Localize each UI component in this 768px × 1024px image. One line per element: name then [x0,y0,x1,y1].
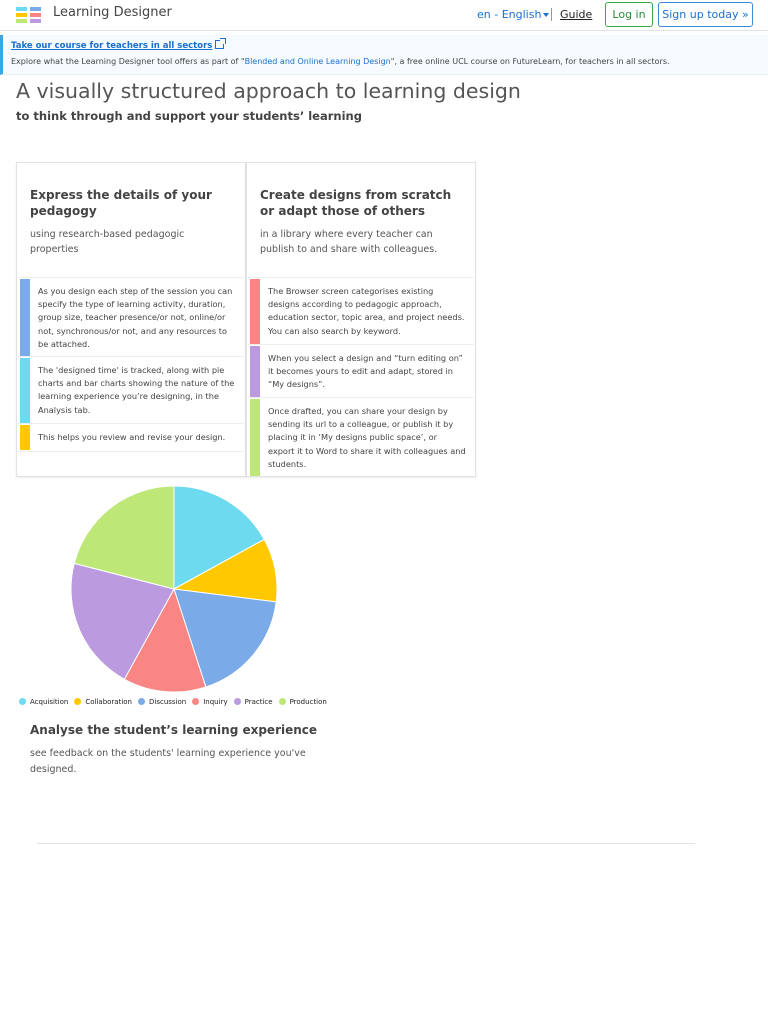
card-subtitle: using research-based pedagogic properties [30,229,185,255]
pie-chart-legend [19,698,333,710]
legend-swatch [192,698,199,705]
card-item-text: When you select a design and “turn editing on” it becomes yours to edit and adapt, stored in “My designs”. [268,353,463,390]
card-list-item [248,397,474,477]
top-navigation-bar [0,0,768,31]
card-item-text: This helps you review and revise your design. [38,432,226,442]
color-marker [20,279,30,356]
legend-swatch [74,698,81,705]
feature-card-library [246,162,476,477]
feature-card-pedagogy [16,162,246,477]
legend-label: Collaboration [85,698,132,706]
card-list-item [248,344,474,398]
banner-text-after: ", a free online UCL course on FutureLearn, for teachers in all sectors. [390,57,670,66]
legend-item-inquiry[interactable] [192,698,227,706]
legend-item-acquisition[interactable] [19,698,68,706]
language-label: en - English [477,8,542,21]
course-banner-link[interactable] [11,40,224,51]
card-subtitle: in a library where every teacher can publish to and share with colleagues. [260,229,438,255]
color-marker [20,425,30,450]
external-link-icon [215,40,224,49]
color-marker [250,346,260,397]
legend-swatch [138,698,145,705]
course-banner-text [11,57,670,66]
card-list-item [18,356,244,424]
analysis-title: Analyse the student’s learning experience [30,723,318,737]
legend-label: Practice [244,698,273,706]
legend-swatch [234,698,241,705]
caret-down-icon [543,13,549,17]
card-item-text: The 'designed time' is tracked, along with pie charts and bar charts showing the nature of the learning experience you’re designing, in the Analysis tab. [38,365,235,415]
legend-item-collaboration[interactable] [74,698,132,706]
nav-divider [551,8,552,21]
legend-label: Production [289,698,327,706]
learning-designer-logo-icon[interactable] [16,7,42,23]
legend-swatch [279,698,286,705]
banner-text-before: Explore what the Learning Designer tool offers as part of " [11,57,245,66]
legend-swatch [19,698,26,705]
color-marker [250,279,260,344]
learning-type-pie-chart [62,484,286,696]
language-selector[interactable] [477,8,549,21]
legend-label: Acquisition [30,698,69,706]
card-list-item [18,277,244,357]
legend-label: Discussion [149,698,187,706]
legend-label: Inquiry [203,698,228,706]
legend-item-practice[interactable] [234,698,273,706]
card-item-text: As you design each step of the session you can specify the type of learning activity, duration, group size, teacher presence/or not, online/or not, synchronous/or not, and any resources to be attached. [38,286,233,349]
blended-online-course-link[interactable]: Blended and Online Learning Design [244,57,391,66]
card-title: Express the details of your pedagogy [30,188,212,218]
login-button[interactable]: Log in [605,2,653,27]
card-item-text: The Browser screen categorises existing designs according to pedagogic approach, education sector, topic area, and project needs. You can also search by keyword. [268,286,465,336]
card-list-item [18,423,244,452]
card-title: Create designs from scratch or adapt those of others [260,188,452,218]
analysis-subtitle: see feedback on the students' learning experience you've designed. [30,748,306,775]
color-marker [20,358,30,423]
brand-link[interactable]: Learning Designer [53,5,172,20]
color-marker [250,399,260,476]
footer-divider [37,843,695,844]
card-item-text: Once drafted, you can share your design by sending its url to a colleague, or publish it by placing it in ‘My designs public space’, or export it to Word to share it with colleagues and students. [268,406,466,469]
card-list-item [248,277,474,345]
page-subtitle: to think through and support your students’ learning [16,109,362,123]
course-banner-title: Take our course for teachers in all sectors [11,41,213,51]
legend-item-production[interactable] [279,698,327,706]
signup-button[interactable]: Sign up today » [658,2,753,27]
page-title: A visually structured approach to learning design [16,79,521,103]
guide-link[interactable]: Guide [560,8,593,21]
legend-item-discussion[interactable] [138,698,186,706]
course-banner [0,35,768,75]
